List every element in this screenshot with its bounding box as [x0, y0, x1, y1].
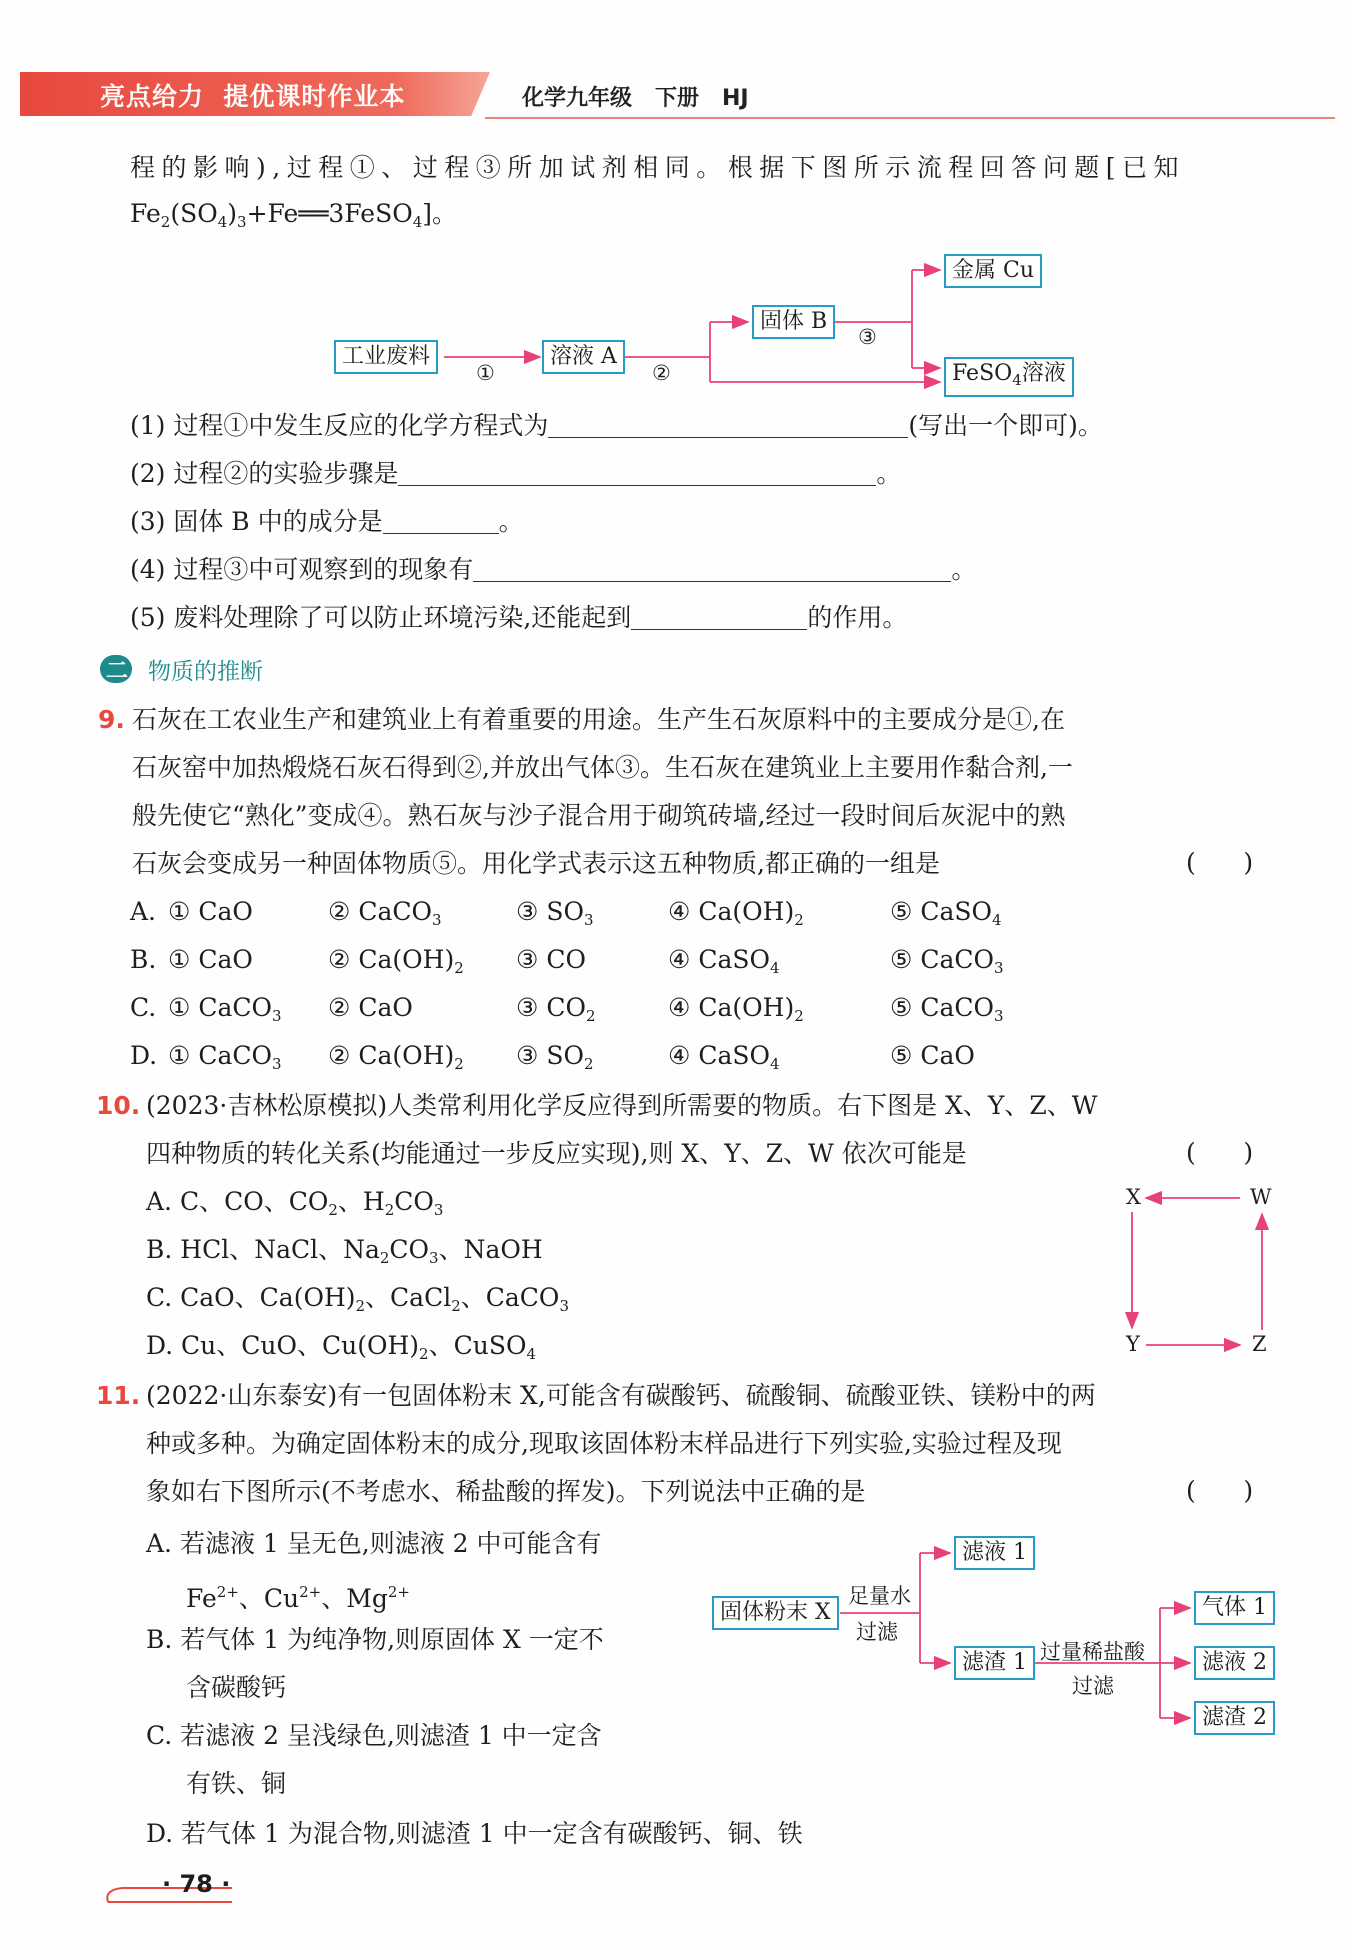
intro-line-1: 程的影响),过程①、过程③所加试剂相同。根据下图所示流程回答问题[已知: [130, 153, 1185, 182]
option-formula: ⑤ CaO: [890, 1041, 975, 1070]
q11-label-filter: 过滤: [856, 1620, 898, 1644]
q11-line-1: (2022·山东泰安)有一包固体粉末 X,可能含有碳酸钙、硫酸铜、硫酸亚铁、镁粉中的两: [146, 1381, 1096, 1410]
option-formula: ① CaO: [168, 945, 253, 974]
q11-box-powder: 固体粉末 X: [712, 1596, 839, 1630]
flow-step-2: ②: [652, 361, 671, 385]
option-formula: ③ $SO_2$: [516, 1041, 594, 1073]
q11-box-filtrate-2: 滤液 2: [1194, 1646, 1275, 1680]
option-letter: B.: [130, 945, 157, 974]
q11-label-acid: 过量稀盐酸: [1040, 1640, 1145, 1664]
q10-number: 10.: [96, 1091, 141, 1120]
q11-option-d[interactable]: D. 若气体 1 为混合物,则滤渣 1 中一定含有碳酸钙、铜、铁: [146, 1819, 803, 1848]
flow-box-feso4-solution: FeSO$_4$溶液: [944, 357, 1074, 397]
q10-option-a[interactable]: A. C、CO、$CO_2$、$H_2CO_3$: [146, 1187, 444, 1219]
q10-line-1: (2023·吉林松原模拟)人类常利用化学反应得到所需要的物质。右下图是 X、Y、Z、W: [146, 1091, 1098, 1120]
header-subtitle: 化学九年级 下册 HJ: [522, 86, 749, 111]
q9-line-4: 石灰会变成另一种固体物质⑤。用化学式表示这五种物质,都正确的一组是: [132, 849, 940, 878]
q9-line-2: 石灰窑中加热煅烧石灰石得到②,并放出气体③。生石灰在建筑业上主要用作黏合剂,一: [132, 753, 1073, 782]
option-formula: ③ $CO_2$: [516, 993, 596, 1025]
section-icon-label: 二: [106, 659, 129, 684]
q11-box-residue-1: 滤渣 1: [954, 1646, 1035, 1680]
q11-line-3: 象如右下图所示(不考虑水、稀盐酸的挥发)。下列说法中正确的是: [146, 1477, 866, 1506]
q11-option-c-line-1[interactable]: C. 若滤液 2 呈浅绿色,则滤渣 1 中一定含: [146, 1721, 602, 1750]
option-letter: C.: [130, 993, 157, 1022]
page-number: · 78 ·: [162, 1870, 231, 1898]
q11-answer-paren[interactable]: ( ): [1186, 1476, 1254, 1505]
q10-option-d[interactable]: D. Cu、CuO、$Cu(OH)_2$、CuSO$_4$: [146, 1331, 536, 1363]
option-formula: ① CaCO$_3$: [168, 1041, 282, 1073]
option-formula: ① CaO: [168, 897, 253, 926]
q8-part-5: (5) 废料处理除了可以防止环境污染,还能起到 的作用。: [130, 603, 908, 632]
option-formula: ⑤ CaSO$_4$: [890, 897, 1002, 929]
option-formula: ④ $Ca(OH)_2$: [668, 897, 804, 929]
flow-box-solid-b: 固体 B: [752, 305, 835, 339]
q10-node-y: Y: [1126, 1332, 1140, 1356]
option-formula: ④ $Ca(OH)_2$: [668, 993, 804, 1025]
option-formula: ② $Ca(OH)_2$: [328, 1041, 464, 1073]
q11-label-water: 足量水: [848, 1584, 911, 1608]
q8-part-2: (2) 过程②的实验步骤是 。: [130, 459, 902, 488]
flow-step-3: ③: [858, 325, 877, 349]
q11-number: 11.: [96, 1381, 141, 1410]
option-letter: A.: [130, 897, 157, 926]
q8-part-3: (3) 固体 B 中的成分是 。: [130, 507, 524, 536]
q10-line-2: 四种物质的转化关系(均能通过一步反应实现),则 X、Y、Z、W 依次可能是: [146, 1139, 967, 1168]
option-letter: D.: [130, 1041, 158, 1070]
q10-option-c[interactable]: C. CaO、$Ca(OH)_2$、CaCl$_2$、CaCO$_3$: [146, 1283, 569, 1315]
q10-node-z: Z: [1252, 1332, 1267, 1356]
q11-box-residue-2: 滤渣 2: [1194, 1701, 1275, 1735]
option-formula: ① CaCO$_3$: [168, 993, 282, 1025]
option-formula: ④ CaSO$_4$: [668, 1041, 780, 1073]
q11-line-2: 种或多种。为确定固体粉末的成分,现取该固体粉末样品进行下列实验,实验过程及现: [146, 1429, 1062, 1458]
q11-option-b-line-1[interactable]: B. 若气体 1 为纯净物,则原固体 X 一定不: [146, 1625, 604, 1654]
header-band-title: 亮点给力 提优课时作业本: [100, 82, 406, 111]
q11-label-filter-2: 过滤: [1072, 1674, 1114, 1698]
q8-part-1: (1) 过程①中发生反应的化学方程式为 (写出一个即可)。: [130, 411, 1103, 440]
option-formula: ⑤ CaCO$_3$: [890, 945, 1004, 977]
option-formula: ② $Ca(OH)_2$: [328, 945, 464, 977]
q9-number: 9.: [98, 705, 125, 734]
q9-answer-paren[interactable]: ( ): [1186, 848, 1254, 877]
q11-option-a-line-1[interactable]: A. 若滤液 1 呈无色,则滤液 2 中可能含有: [146, 1529, 602, 1558]
q10-answer-paren[interactable]: ( ): [1186, 1138, 1254, 1167]
q8-part-4: (4) 过程③中可观察到的现象有 。: [130, 555, 977, 584]
option-formula: ④ CaSO$_4$: [668, 945, 780, 977]
q11-option-b-line-2: 含碳酸钙: [186, 1673, 287, 1702]
q9-line-3: 般先使它“熟化”变成④。熟石灰与沙子混合用于砌筑砖墙,经过一段时间后灰泥中的熟: [132, 801, 1066, 830]
option-formula: ③ $SO_3$: [516, 897, 594, 929]
option-formula: ② CaO: [328, 993, 413, 1022]
intro-line-2: $Fe_2(SO_4)_3+Fe══3FeSO_4$]。: [130, 199, 458, 231]
flow-box-metal-cu: 金属 Cu: [944, 254, 1042, 288]
q10-node-w: W: [1250, 1185, 1272, 1209]
option-formula: ⑤ CaCO$_3$: [890, 993, 1004, 1025]
q10-option-b[interactable]: B. HCl、NaCl、$Na_2CO_3$、NaOH: [146, 1235, 543, 1267]
q11-box-filtrate-1: 滤液 1: [954, 1536, 1035, 1570]
flow-box-industrial-waste: 工业废料: [334, 340, 438, 374]
q11-box-gas-1: 气体 1: [1194, 1591, 1275, 1625]
q9-line-1: 石灰在工农业生产和建筑业上有着重要的用途。生产生石灰原料中的主要成分是①,在: [132, 705, 1065, 734]
q11-option-c-line-2: 有铁、铜: [186, 1769, 287, 1798]
option-formula: ② CaCO$_3$: [328, 897, 442, 929]
q10-node-x: X: [1126, 1185, 1141, 1209]
q11-option-a-line-2: $Fe^{2+}$、$Cu^{2+}$、$Mg^{2+}$: [186, 1583, 410, 1613]
section-title: 物质的推断: [148, 659, 263, 685]
option-formula: ③ CO: [516, 945, 586, 974]
flow-box-solution-a: 溶液 A: [542, 340, 625, 374]
flow-step-1: ①: [476, 361, 495, 385]
